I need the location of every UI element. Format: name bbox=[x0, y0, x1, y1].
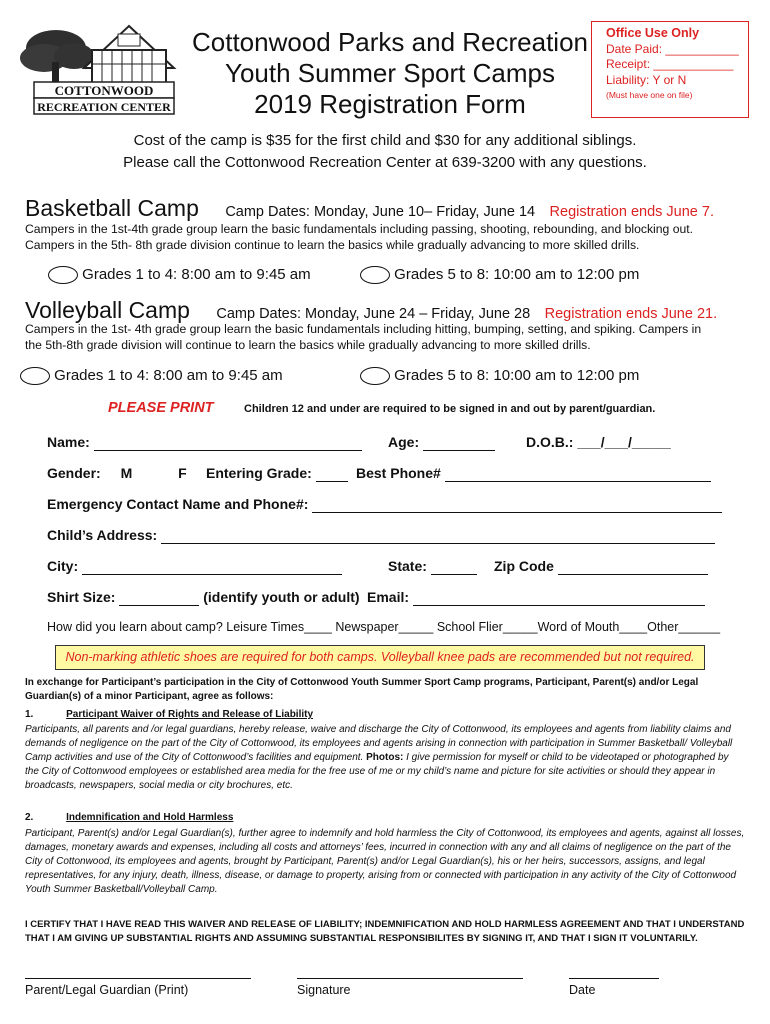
phone-label: Best Phone# bbox=[356, 465, 441, 481]
cottonwood-logo bbox=[14, 18, 190, 118]
address-label: Child’s Address: bbox=[47, 527, 158, 543]
title-program: Youth Summer Sport Camps bbox=[225, 58, 555, 88]
age-label: Age: bbox=[388, 434, 420, 450]
state-field[interactable] bbox=[388, 558, 477, 575]
gender-m-option[interactable]: M bbox=[120, 465, 133, 481]
email-line[interactable] bbox=[413, 589, 705, 606]
cost-line: Cost of the camp is $35 for the first child and $30 for any additional siblings. bbox=[133, 132, 637, 149]
option-label: Grades 5 to 8: 10:00 am to 12:00 pm bbox=[394, 367, 640, 384]
date-line[interactable] bbox=[569, 978, 659, 979]
basketball-desc-1: Campers in the 1st-4th grade group learn the basic fundamentals including passing, shooting, rebounding, and blocking out. bbox=[25, 222, 694, 236]
volleyball-desc-2: the 5th-8th grade division will continue to learn the basics while gradually advancing to more skilled drills. bbox=[25, 338, 591, 352]
signin-note: Children 12 and under are required to be signed in and out by parent/guardian. bbox=[244, 403, 656, 415]
title-form: 2019 Registration Form bbox=[254, 89, 526, 119]
contact-line: Please call the Cottonwood Recreation Center at 639-3200 with any questions. bbox=[123, 154, 647, 171]
zip-line[interactable] bbox=[558, 558, 708, 575]
signature-line[interactable] bbox=[297, 978, 523, 979]
section-1-number: 1. bbox=[25, 709, 34, 720]
office-liability: Liability: Y or N bbox=[606, 72, 687, 87]
volleyball-desc-1: Campers in the 1st- 4th grade group learn the basic fundamentals including hitting, bumping, setting, and spiking. Campers in bbox=[25, 322, 702, 336]
volleyball-option-1[interactable] bbox=[20, 367, 283, 385]
logo-text-bottom: RECREATION CENTER bbox=[37, 100, 171, 114]
section-1-text: Participants, all parents and /or legal guardians, hereby release, waive and discharge the City of Cottonwood, its employees and agents from liability claims and demands of negligence on the part of the City of Cottonwood, its employees and agents arising in connection with participation in Summer Basketball/ Volleyball Camp activities and use of the City of Cottonwood’s facilities and equipment. bbox=[25, 724, 733, 763]
gender-field[interactable] bbox=[47, 465, 187, 481]
section-1-heading bbox=[25, 708, 745, 722]
name-field[interactable] bbox=[47, 434, 362, 451]
age-line[interactable] bbox=[423, 434, 495, 451]
section-2-title: Indemnification and Hold Harmless bbox=[66, 812, 234, 823]
basketball-title: Basketball Camp bbox=[25, 195, 199, 221]
photos-text: I give permission for myself or child to be videotaped or photographed by the City of Cottonwood employees or established area media for the free use of me or my child’s name and picture for site activities or should they appear in broadcasts, newspapers, social media or city brochures, etc. bbox=[25, 752, 729, 791]
basketball-option-2[interactable] bbox=[360, 266, 639, 284]
basketball-desc-2: Campers in the 5th- 8th grade division continue to learn the basics while gradually advancing to more skilled drills. bbox=[25, 238, 640, 252]
volleyball-dates: Camp Dates: Monday, June 24 – Friday, June 28 bbox=[216, 306, 531, 322]
age-field[interactable] bbox=[388, 434, 495, 451]
certification-statement: I CERTIFY THAT I HAVE READ THIS WAIVER AND RELEASE OF LIABILITY; INDEMNIFICATION AND HOLD HARMLESS AGREEMENT AND THAT I UNDERSTAND THAT I AM GIVING UP SUBSTANTIAL RIGHTS AND ASSUMING SUBSTANTIAL RESPONSIBILITES BY SIGNING IT, AND THAT I SIGN IT VOLUNTARILY. bbox=[25, 919, 745, 944]
radio-oval[interactable] bbox=[360, 367, 390, 385]
office-date-paid: Date Paid: ___________ bbox=[606, 41, 739, 56]
shirt-line[interactable] bbox=[119, 589, 199, 606]
gender-f-option[interactable]: F bbox=[178, 465, 187, 481]
phone-field[interactable] bbox=[356, 465, 711, 482]
city-field[interactable] bbox=[47, 558, 342, 575]
basketball-deadline: Registration ends June 7. bbox=[549, 204, 714, 220]
dob-line[interactable]: ___/___/_____ bbox=[577, 434, 671, 450]
logo-text-top: COTTONWOOD bbox=[54, 83, 154, 98]
email-field[interactable] bbox=[367, 589, 705, 606]
date-label: Date bbox=[569, 983, 596, 997]
email-label: Email: bbox=[367, 589, 410, 605]
section-2-number: 2. bbox=[25, 812, 34, 823]
phone-line[interactable] bbox=[445, 465, 711, 482]
gender-label: Gender: bbox=[47, 465, 101, 481]
grade-line[interactable] bbox=[316, 465, 348, 482]
shirt-field[interactable] bbox=[47, 589, 360, 606]
referral-question[interactable]: How did you learn about camp? Leisure Times____ Newspaper_____ School Flier_____Word of Mouth____Other______ bbox=[47, 620, 721, 634]
guardian-label: Parent/Legal Guardian (Print) bbox=[25, 983, 189, 997]
grade-label: Entering Grade: bbox=[206, 465, 312, 481]
option-label: Grades 1 to 4: 8:00 am to 9:45 am bbox=[54, 367, 283, 384]
radio-oval[interactable] bbox=[20, 367, 50, 385]
shirt-label: Shirt Size: bbox=[47, 589, 116, 605]
basketball-dates: Camp Dates: Monday, June 10– Friday, June 14 bbox=[225, 204, 536, 220]
section-1-body bbox=[25, 723, 745, 793]
dob-label: D.O.B.: bbox=[526, 434, 574, 450]
emergency-line[interactable] bbox=[312, 496, 722, 513]
photos-label: Photos: bbox=[366, 752, 404, 763]
address-line[interactable] bbox=[161, 527, 715, 544]
state-line[interactable] bbox=[431, 558, 477, 575]
emergency-field[interactable] bbox=[47, 496, 722, 513]
name-label: Name: bbox=[47, 434, 90, 450]
waiver-intro: In exchange for Participant’s participation in the City of Cottonwood Youth Summer Sport Camp programs, Participant, Parent(s) and/or Legal Guardian(s) of a minor Participant, agree as follows: bbox=[25, 677, 699, 702]
volleyball-option-2[interactable] bbox=[360, 367, 639, 385]
state-label: State: bbox=[388, 558, 427, 574]
basketball-header bbox=[25, 195, 714, 222]
office-receipt: Receipt: ____________ bbox=[606, 57, 734, 71]
office-use-box bbox=[591, 21, 749, 118]
basketball-option-1[interactable] bbox=[48, 266, 311, 284]
section-2-body: Participant, Parent(s) and/or Legal Guardian(s), further agree to indemnify and hold harmless the City of Cottonwood, its employees and agents, against all losses, damages, monetary awards and expenses, including all costs and attorneys’ fees, incurred in connection with any and all claims of negligence on the part of the City of Cottonwood, its employees and agents, brought by Participant, Parent(s) and/or Legal Guardian(s), his or her heirs, successors, assigns, and legal representatives, for any injury, death, illness, disease, or damage to property, arising from or connected with participation in any activity of the City of Cottonwood Youth Summer Basketball/Volleyball Camp. bbox=[25, 828, 745, 895]
emergency-label: Emergency Contact Name and Phone#: bbox=[47, 496, 309, 512]
signature-label: Signature bbox=[297, 983, 351, 997]
city-line[interactable] bbox=[82, 558, 342, 575]
dob-field[interactable] bbox=[526, 434, 671, 450]
office-note: (Must have one on file) bbox=[606, 90, 693, 100]
option-label: Grades 1 to 4: 8:00 am to 9:45 am bbox=[82, 266, 311, 283]
zip-field[interactable] bbox=[494, 558, 708, 575]
volleyball-title: Volleyball Camp bbox=[25, 297, 190, 323]
zip-label: Zip Code bbox=[494, 558, 554, 574]
guardian-name-line[interactable] bbox=[25, 978, 251, 979]
volleyball-deadline: Registration ends June 21. bbox=[544, 306, 718, 322]
shirt-note: (identify youth or adult) bbox=[203, 589, 360, 605]
volleyball-header bbox=[25, 297, 717, 324]
please-print-label: PLEASE PRINT bbox=[108, 400, 214, 416]
office-heading: Office Use Only bbox=[606, 26, 700, 40]
name-line[interactable] bbox=[94, 434, 362, 451]
section-2-heading bbox=[25, 811, 745, 825]
city-label: City: bbox=[47, 558, 79, 574]
grade-field[interactable] bbox=[206, 465, 348, 482]
title-org: Cottonwood Parks and Recreation bbox=[191, 27, 588, 57]
shoes-notice: Non-marking athletic shoes are required for both camps. Volleyball knee pads are recommended but not required. bbox=[55, 645, 705, 670]
address-field[interactable] bbox=[47, 527, 715, 544]
radio-oval[interactable] bbox=[48, 266, 78, 284]
option-label: Grades 5 to 8: 10:00 am to 12:00 pm bbox=[394, 266, 640, 283]
radio-oval[interactable] bbox=[360, 266, 390, 284]
section-1-title: Participant Waiver of Rights and Release of Liability bbox=[66, 709, 314, 720]
